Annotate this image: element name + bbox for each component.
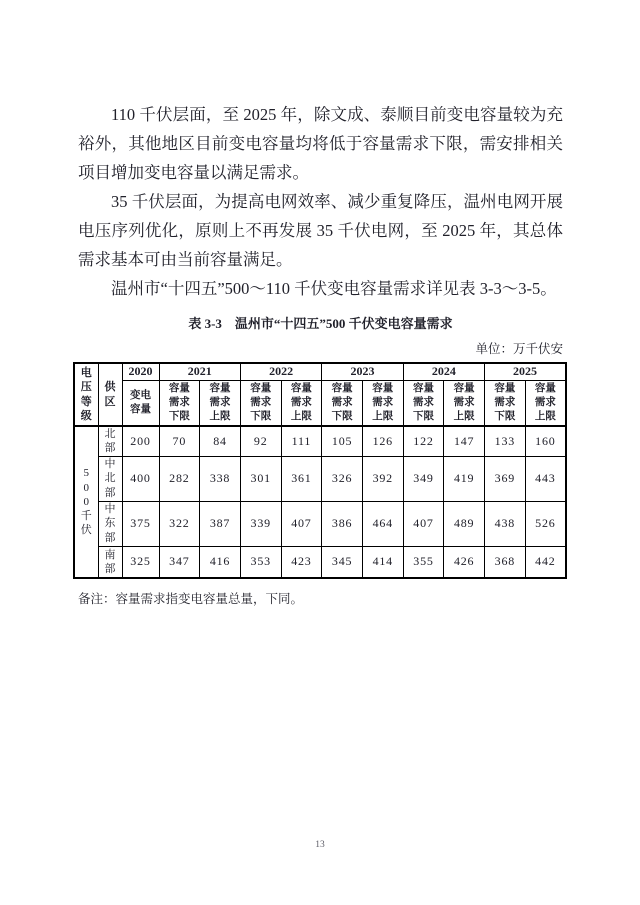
value-cell: 423	[281, 546, 322, 578]
value-cell: 392	[362, 456, 403, 501]
value-cell: 353	[240, 546, 281, 578]
year-header: 2025	[485, 363, 567, 380]
value-cell: 326	[322, 456, 363, 501]
subheader-lower: 容量需求下限	[485, 380, 526, 426]
value-cell: 345	[322, 546, 363, 578]
value-cell: 438	[485, 501, 526, 546]
table-row	[74, 501, 566, 546]
paragraph-110kv: 110 千伏层面，至 2025 年，除文成、泰顺目前变电容量较为充裕外，其他地区目前变电容量均将低于容量需求下限，需安排相关项目增加变电容量以满足需求。	[78, 105, 563, 182]
value-cell: 322	[159, 501, 200, 546]
table-title: 表 3-3 温州市“十四五”500 千伏变电容量需求	[188, 316, 453, 331]
table-header-sub-row	[74, 380, 566, 426]
table-unit-label: 单位：万千伏安	[475, 342, 563, 356]
value-cell: 133	[485, 426, 526, 456]
table-header	[74, 363, 566, 426]
table-row	[74, 546, 566, 578]
value-cell: 122	[403, 426, 444, 456]
table-header-year-row	[74, 363, 566, 380]
value-cell: 301	[240, 456, 281, 501]
year-header: 2022	[240, 363, 321, 380]
paragraph-table-ref: 温州市“十四五”500～110 千伏变电容量需求详见表 3-3～3-5。	[111, 279, 557, 298]
value-cell: 400	[122, 456, 159, 501]
subheader-upper: 容量需求上限	[362, 380, 403, 426]
value-cell: 349	[403, 456, 444, 501]
voltage-level-cell: 5 0 0 千 伏	[74, 426, 98, 578]
value-cell: 92	[240, 426, 281, 456]
subheader-lower: 容量需求下限	[159, 380, 200, 426]
subheader-upper: 容量需求上限	[525, 380, 566, 426]
value-cell: 489	[444, 501, 485, 546]
value-cell: 355	[403, 546, 444, 578]
value-cell: 347	[159, 546, 200, 578]
capacity-demand-table	[73, 362, 567, 579]
value-cell: 111	[281, 426, 322, 456]
table-body	[74, 426, 566, 578]
value-cell: 361	[281, 456, 322, 501]
value-cell: 426	[444, 546, 485, 578]
value-cell: 407	[403, 501, 444, 546]
value-cell: 375	[122, 501, 159, 546]
value-cell: 387	[200, 501, 241, 546]
value-cell: 464	[362, 501, 403, 546]
table-row	[74, 456, 566, 501]
subheader-lower: 容量需求下限	[240, 380, 281, 426]
value-cell: 526	[525, 501, 566, 546]
value-cell: 419	[444, 456, 485, 501]
value-cell: 325	[122, 546, 159, 578]
value-cell: 70	[159, 426, 200, 456]
paragraph-35kv: 35 千伏层面，为提高电网效率、减少重复降压，温州电网开展电压序列优化，原则上不再发展 35 千伏电网，至 2025 年，其总体需求基本可由当前容量满足。	[78, 192, 563, 269]
table-row	[74, 426, 566, 456]
value-cell: 282	[159, 456, 200, 501]
value-cell: 84	[200, 426, 241, 456]
value-cell: 160	[525, 426, 566, 456]
value-cell: 414	[362, 546, 403, 578]
subheader-upper: 容量需求上限	[444, 380, 485, 426]
value-cell: 443	[525, 456, 566, 501]
region-cell: 中 北 部	[98, 456, 122, 501]
value-cell: 368	[485, 546, 526, 578]
value-cell: 147	[444, 426, 485, 456]
value-cell: 338	[200, 456, 241, 501]
value-cell: 369	[485, 456, 526, 501]
year-header: 2020	[122, 363, 159, 380]
year-header: 2023	[322, 363, 403, 380]
year-header: 2024	[403, 363, 484, 380]
value-cell: 200	[122, 426, 159, 456]
subheader-existing-capacity: 变电容量	[122, 380, 159, 426]
subheader-lower: 容量需求下限	[322, 380, 363, 426]
subheader-lower: 容量需求下限	[403, 380, 444, 426]
value-cell: 339	[240, 501, 281, 546]
value-cell: 126	[362, 426, 403, 456]
subheader-upper: 容量需求上限	[281, 380, 322, 426]
region-cell: 南 部	[98, 546, 122, 578]
col-header-voltage-level: 电 压 等 级	[74, 363, 98, 426]
value-cell: 105	[322, 426, 363, 456]
subheader-upper: 容量需求上限	[200, 380, 241, 426]
value-cell: 386	[322, 501, 363, 546]
value-cell: 442	[525, 546, 566, 578]
col-header-region: 供 区	[98, 363, 122, 426]
year-header: 2021	[159, 363, 240, 380]
region-cell: 中 东 部	[98, 501, 122, 546]
value-cell: 416	[200, 546, 241, 578]
value-cell: 407	[281, 501, 322, 546]
table-note: 备注：容量需求指变电容量总量，下同。	[78, 592, 304, 607]
page-number: 13	[315, 840, 325, 850]
region-cell: 北 部	[98, 426, 122, 456]
